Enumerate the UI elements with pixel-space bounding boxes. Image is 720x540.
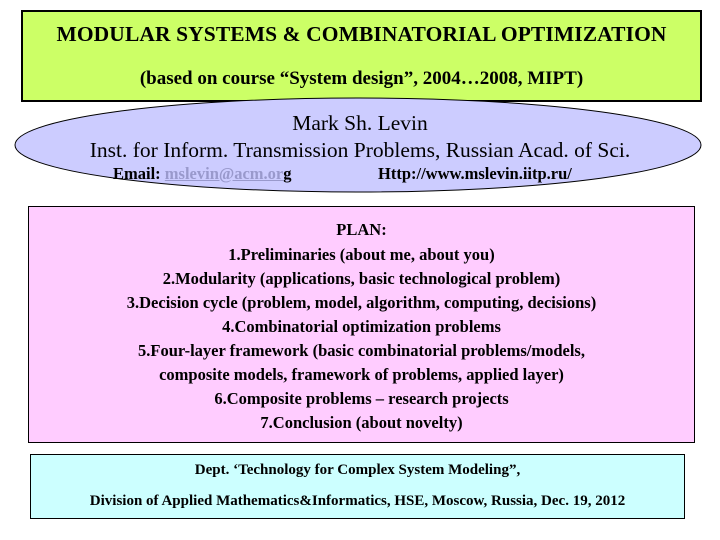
footer-box (30, 454, 685, 519)
plan-item: 1.Preliminaries (about me, about you) (228, 245, 495, 264)
email-tail: g (283, 164, 292, 183)
website-link[interactable]: Http://www.mslevin.iitp.ru/ (378, 164, 572, 183)
plan-item: 4.Combinatorial optimization problems (222, 317, 501, 336)
plan-item: 7.Conclusion (about novelty) (260, 413, 463, 432)
slide-title: MODULAR SYSTEMS & COMBINATORIAL OPTIMIZATION (56, 22, 667, 46)
author-name: Mark Sh. Levin (292, 111, 428, 135)
email-link[interactable]: mslevin@acm.or (164, 164, 284, 183)
email-label: Email: (113, 164, 165, 183)
footer-dept: Dept. ‘Technology for Complex System Modeling”, (194, 462, 521, 478)
plan-item: composite models, framework of problems, applied layer) (159, 365, 564, 384)
plan-item: 3.Decision cycle (problem, model, algorithm, computing, decisions) (126, 293, 597, 312)
author-institute: Inst. for Inform. Transmission Problems, Russian Acad. of Sci. (89, 138, 631, 162)
slide-subtitle: (based on course “System design”, 2004…2008, MIPT) (139, 68, 584, 89)
plan-heading: PLAN: (336, 220, 387, 239)
plan-box (28, 206, 695, 443)
footer-division: Division of Applied Mathematics&Informatics, HSE, Moscow, Russia, Dec. 19, 2012 (89, 493, 626, 509)
plan-item: 2.Modularity (applications, basic technological problem) (162, 269, 561, 288)
plan-item: 6.Composite problems – research projects (214, 389, 509, 408)
email-line (113, 164, 292, 184)
plan-item: 5.Four-layer framework (basic combinatorial problems/models, (138, 341, 585, 360)
